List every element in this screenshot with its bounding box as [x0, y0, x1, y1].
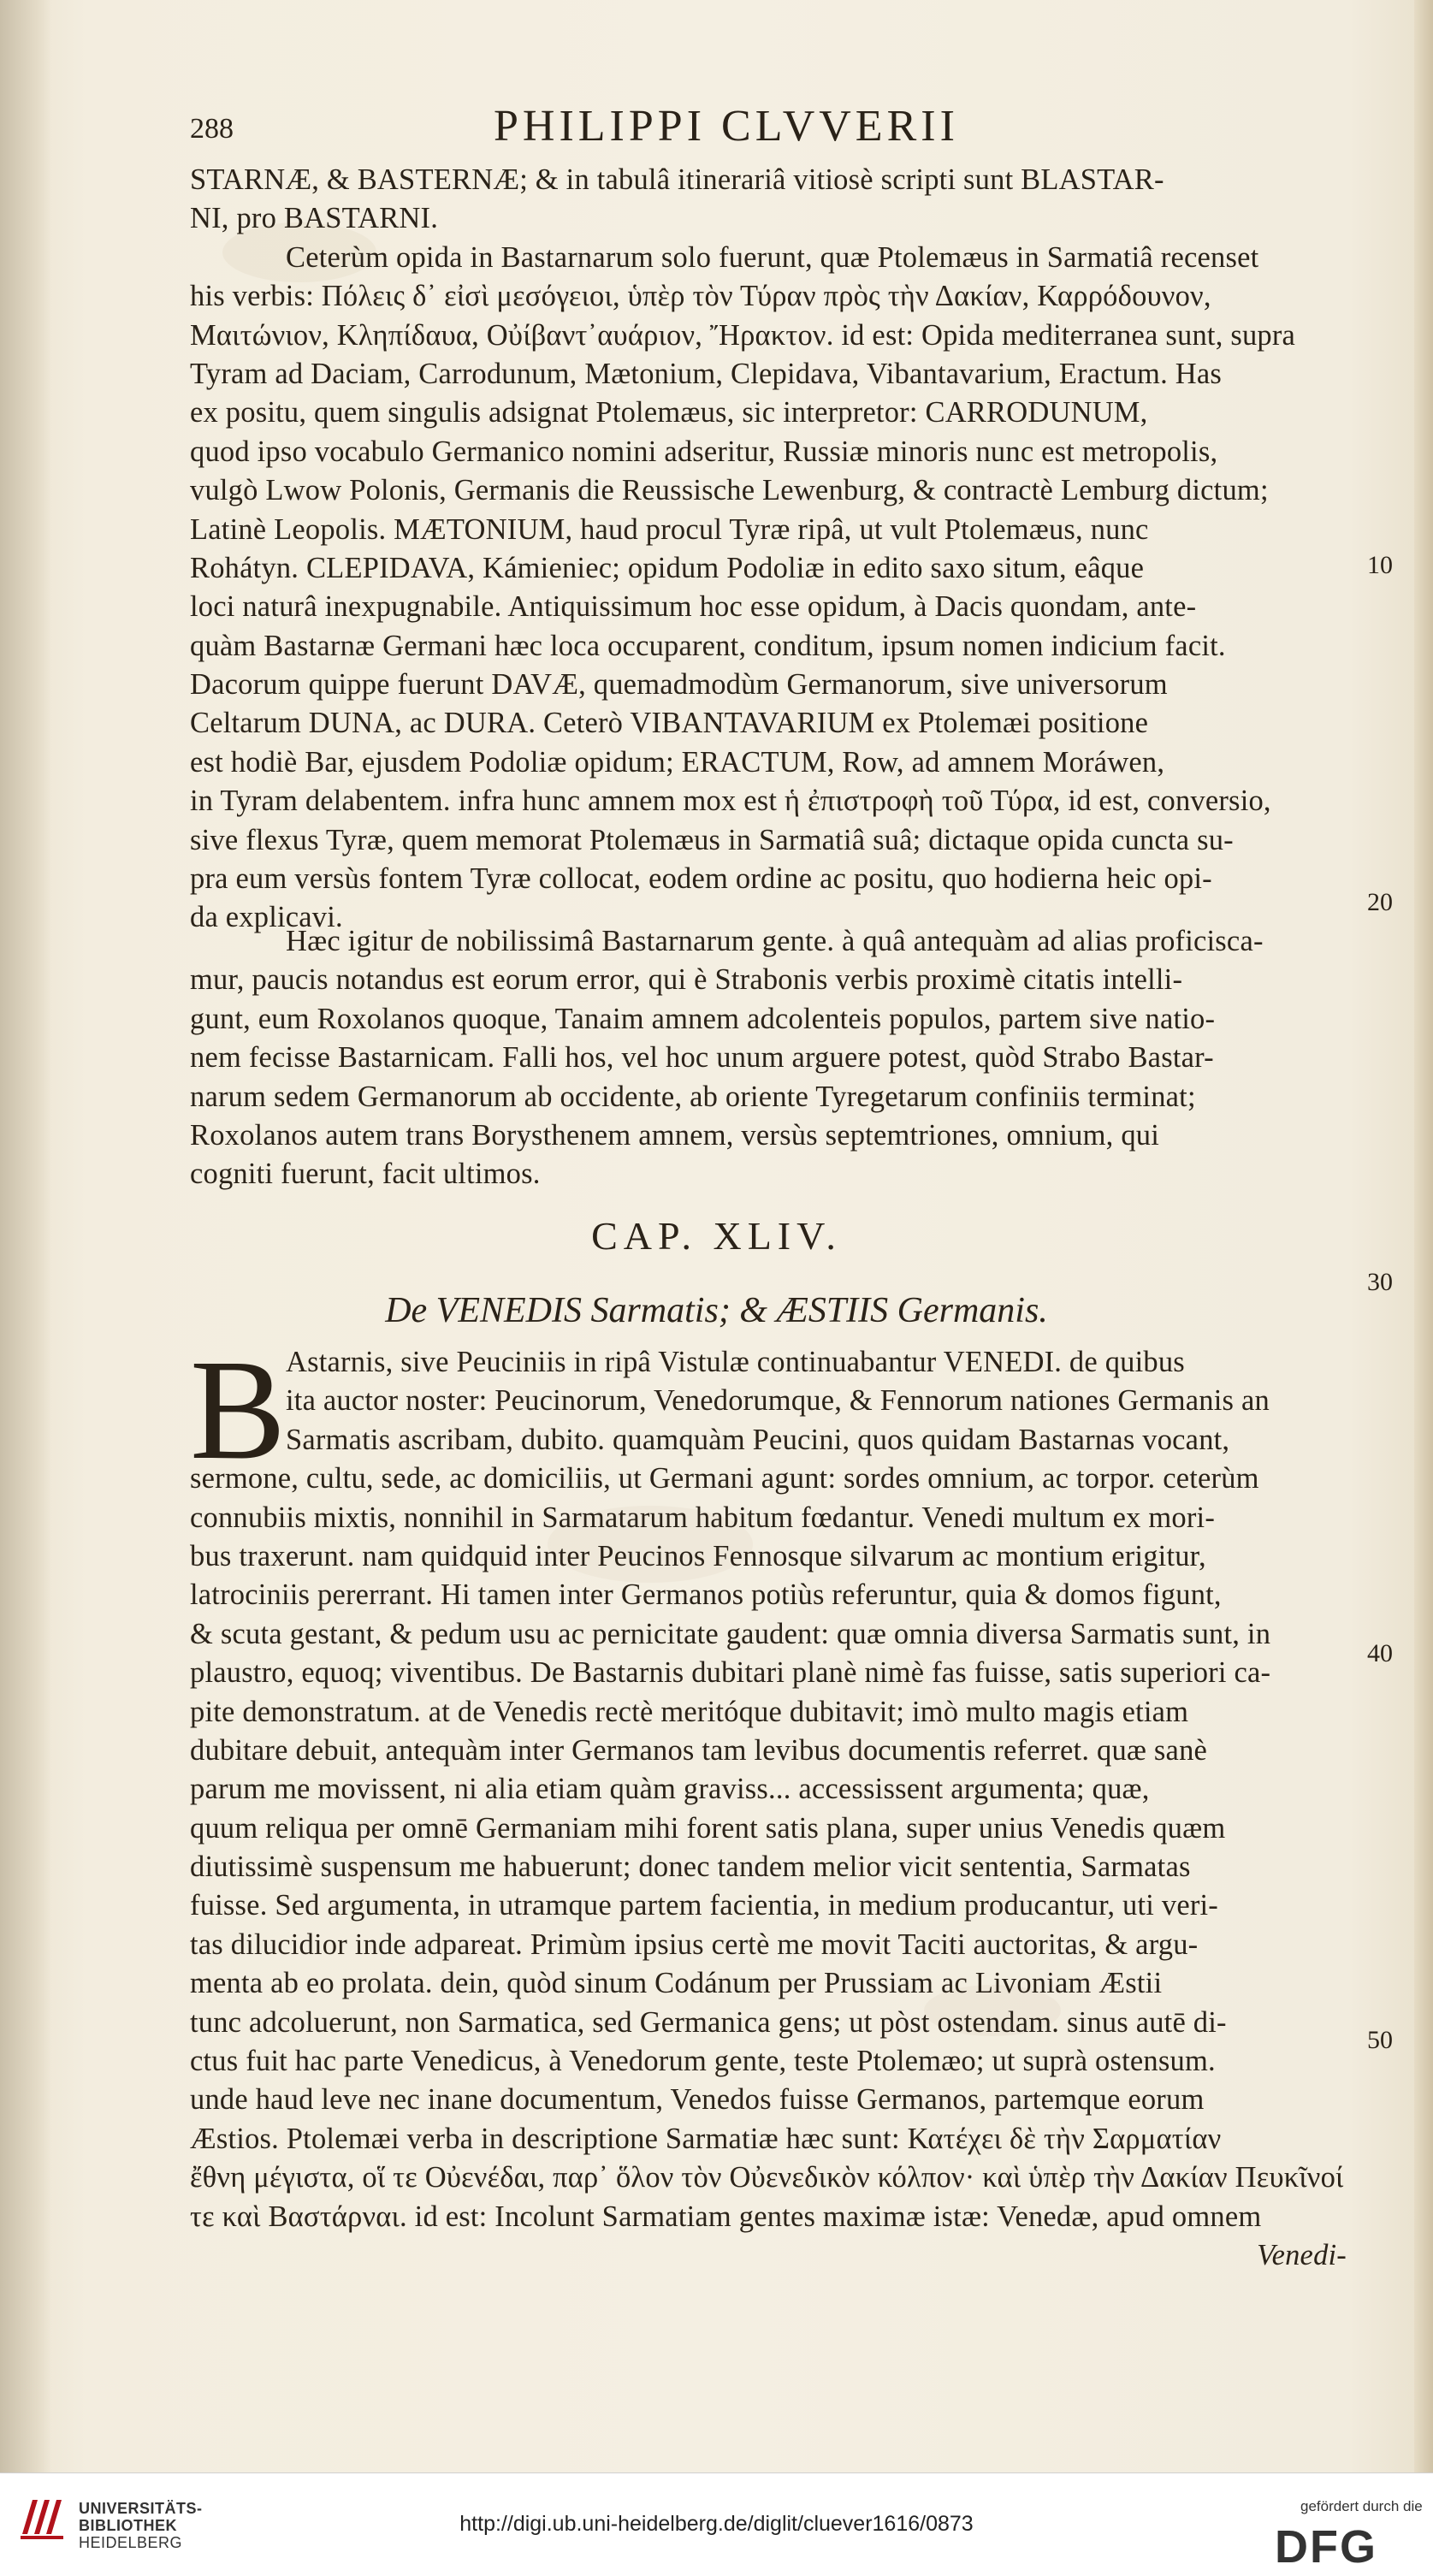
paragraph-bastarnae-opida [190, 161, 1347, 938]
paragraph-roxolani [190, 922, 1347, 1194]
catchword: Venedi- [1257, 2238, 1347, 2271]
text-line: Ceterùm opida in Bastarnarum solo fuerunt, quæ Ptolemæus in Sarmatiâ recenset [286, 240, 1259, 274]
text-line: fuisse. Sed argumenta, in utramque partem facientia, in medium producantur, uti veri- [190, 1889, 1218, 1922]
text-line: NI, pro BASTARNI. [190, 202, 439, 235]
text-line: Celtarum DUNA, ac DURA. Ceterò VIBANTAVARIUM ex Ptolemæi positione [190, 707, 1149, 740]
dfg-logo[interactable]: DFG [1275, 2521, 1377, 2573]
text-line: vulgò Lwow Polonis, Germanis die Reussische Lewenburg, & contractè Lemburg dictum; [190, 474, 1269, 507]
running-header [190, 101, 1345, 152]
text-line: menta ab eo prolata. dein, quòd sinum Codánum per Prussiam ac Livoniam Æstii [190, 1967, 1163, 2000]
paragraph-venedi [190, 1330, 1347, 2275]
text-line: loci naturâ inexpugnabile. Antiquissimum hoc esse opidum, à Dacis quondam, ante- [190, 590, 1197, 624]
margin-line-number: 40 [1367, 1639, 1393, 1667]
margin-line-number: 30 [1367, 1268, 1393, 1296]
text-line: tunc adcoluerunt, non Sarmatica, sed Germanica gens; ut pòst ostendam. sinus autē di- [190, 2005, 1227, 2039]
text-line: his verbis: Πόλεις δ᾽ εἰσὶ μεσόγειοι, ὑπὲρ τὸν Τύραν πρὸς τὴν Δακίαν, Καρρόδουνον, [190, 280, 1211, 313]
text-line: da explicavi. [190, 901, 343, 934]
text-line: quàm Bastarnæ Germani hæc loca occuparent, conditum, ipsum nomen indicium facit. [190, 629, 1226, 662]
text-line: unde haud leve nec inane documentum, Venedos fuisse Germanos, partemque eorum [190, 2083, 1205, 2117]
text-line: quod ipso vocabulo Germanico nomini adseritur, Russiæ minoris nunc est metropolis, [190, 435, 1218, 468]
text-line: pra eum versùs fontem Tyræ collocat, eodem ordine ac positu, quo hodierna heic opi- [190, 862, 1212, 896]
text-line: tas dilucidior inde adpareat. Primùm ipsius certè me movit Taciti auctoritas, & argu- [190, 1928, 1199, 1961]
text-line: Μαιτώνιον, Κληπίδαυα, Οὐίβαντ᾽αυάριον, Ἤρακτον. id est: Opida mediterranea sunt, supra [190, 318, 1296, 352]
chapter-subtitle: De VENEDIS Sarmatis; & ÆSTIIS Germanis. [385, 1291, 1048, 1330]
text-line: est hodiè Bar, ejusdem Podoliæ opidum; ERACTUM, Row, ad amnem Moráwen, [190, 745, 1165, 779]
margin-line-number: 20 [1367, 888, 1393, 916]
text-line: Hæc igitur de nobilissimâ Bastarnarum gente. à quâ antequàm ad alias proficisca- [286, 925, 1264, 957]
library-name-line: BIBLIOTHEK [79, 2517, 177, 2534]
text-line: diutissimè suspensum me habuerunt; donec tandem melior vicit sententia, Sarmatas [190, 1851, 1191, 1884]
text-line: quum reliqua per omnē Germaniam mihi forent satis plana, super unius Venedis quæm [190, 1811, 1226, 1845]
text-line: cogniti fuerunt, facit ultimos. [190, 1158, 541, 1191]
text-line: ἔθνη μέγιστα, οἵ τε Οὐενέδαι, παρ᾽ ὅλον τὸν Οὐενεδικὸν κόλπον· καὶ ὑπὲρ τὴν Δακίαν Πευκῖνοί [190, 2161, 1344, 2194]
text-line: Tyram ad Daciam, Carrodunum, Mætonium, Clepidava, Vibantavarium, Eractum. Has [190, 357, 1222, 390]
text-line: ita auctor noster: Peucinorum, Venedorumque, & Fennorum nationes Germanis an [286, 1384, 1270, 1418]
text-line: Æstios. Ptolemæi verba in descriptione Sarmatiæ hæc sunt: Κατέχει δὲ τὴν Σαρματίαν [190, 2122, 1222, 2155]
text-line: dubitare debuit, antequàm inter Germanos tam levibus documentis referret. quæ sanè [190, 1733, 1208, 1767]
text-line: ex positu, quem singulis adsignat Ptolemæus, sic interpretor: CARRODUNUM, [190, 396, 1148, 429]
text-line: plaustro, equoq; viventibus. De Bastarnis dubitari planè nimè fas fuisse, satis superiori ca- [190, 1656, 1271, 1690]
text-line: narum sedem Germanorum ab occidente, ab oriente Tyregetarum confiniis terminat; [190, 1080, 1196, 1113]
text-line: Dacorum quippe fuerunt DAVÆ, quemadmodùm Germanorum, sive universorum [190, 668, 1168, 702]
text-line: ctus fuit hac parte Venedicus, à Venedorum gente, teste Ptolemæo; ut suprà ostensum. [190, 2045, 1216, 2078]
text-line: connubiis mixtis, nonnihil in Sarmatarum habitum fœdantur. Venedi multum ex mori- [190, 1501, 1216, 1534]
page-number: 288 [190, 113, 234, 145]
text-line: Latinè Leopolis. MÆTONIUM, haud procul Tyræ ripâ, ut vult Ptolemæus, nunc [190, 512, 1149, 546]
sponsor-label: gefördert durch die [1300, 2498, 1423, 2514]
text-line: Astarnis, sive Peuciniis in ripâ Vistulæ continuabantur VENEDI. de quibus [286, 1346, 1185, 1378]
library-name-line: HEIDELBERG [79, 2534, 183, 2551]
text-line: sermone, cultu, sede, ac domiciliis, ut Germani agunt: sordes omnium, ac torpor. ceterùm [190, 1462, 1259, 1495]
text-line: parum me movissent, ni alia etiam quàm graviss... accessissent argumenta; quæ, [190, 1773, 1150, 1806]
text-line: in Tyram delabentem. infra hunc amnem mox est ἡ ἐπιστροφὴ τοῦ Τύρα, id est, conversio, [190, 785, 1271, 818]
text-line: pite demonstratum. at de Venedis rectè meritóque dubitavit; imò multo magis etiam [190, 1695, 1189, 1728]
text-line: τε καὶ Βαστάρναι. id est: Incolunt Sarmatiam gentes maximæ istæ: Venedæ, apud omnem [190, 2200, 1262, 2233]
text-line: bus traxerunt. nam quidquid inter Peucinos Fennosque silvarum ac montium erigitur, [190, 1539, 1206, 1572]
running-head-title: PHILIPPI CLVVERII [494, 102, 959, 151]
text-line: STARNÆ, & BASTERNÆ; & in tabulâ itinerariâ vitiosè scripti sunt BLASTAR- [190, 163, 1164, 196]
text-line: Rohátyn. CLEPIDAVA, Kámieniec; opidum Podoliæ in edito saxo situm, eâque [190, 551, 1145, 584]
text-line: gunt, eum Roxolanos quoque, Tanaim amnem adcolenteis populos, partem sive natio- [190, 1002, 1216, 1035]
text-line: Sarmatis ascribam, dubito. quamquàm Peucini, quos quidam Bastarnas vocant, [286, 1423, 1230, 1456]
permalink-url[interactable]: http://digi.ub.uni-heidelberg.de/diglit/cluever1616/0873 [459, 2512, 974, 2536]
text-line: nem fecisse Bastarnicam. Falli hos, vel hoc unum arguere potest, quòd Strabo Bastar- [190, 1041, 1214, 1075]
drop-cap: B [190, 1330, 287, 1489]
text-line: Roxolanos autem trans Borysthenem amnem, versùs septemtriones, omnium, qui [190, 1118, 1160, 1152]
margin-line-number: 10 [1367, 551, 1393, 579]
text-line: sive flexus Tyræ, quem memorat Ptolemæus in Sarmatiâ suâ; dictaque opida cuncta su- [190, 823, 1234, 856]
library-name-line: UNIVERSITÄTS- [79, 2500, 203, 2517]
chapter-title: CAP. XLIV. [591, 1214, 842, 1258]
text-line: mur, paucis notandus est eorum error, qui è Strabonis verbis proximè citatis intelli- [190, 963, 1183, 997]
margin-line-number: 50 [1367, 2026, 1393, 2054]
text-line: & scuta gestant, & pedum usu ac pernicitate gaudent: quæ omnia diversa Sarmatis sunt, in [190, 1617, 1271, 1650]
text-line: latrociniis pererrant. Hi tamen inter Germanos potiùs referuntur, quia & domos figunt, [190, 1578, 1222, 1612]
